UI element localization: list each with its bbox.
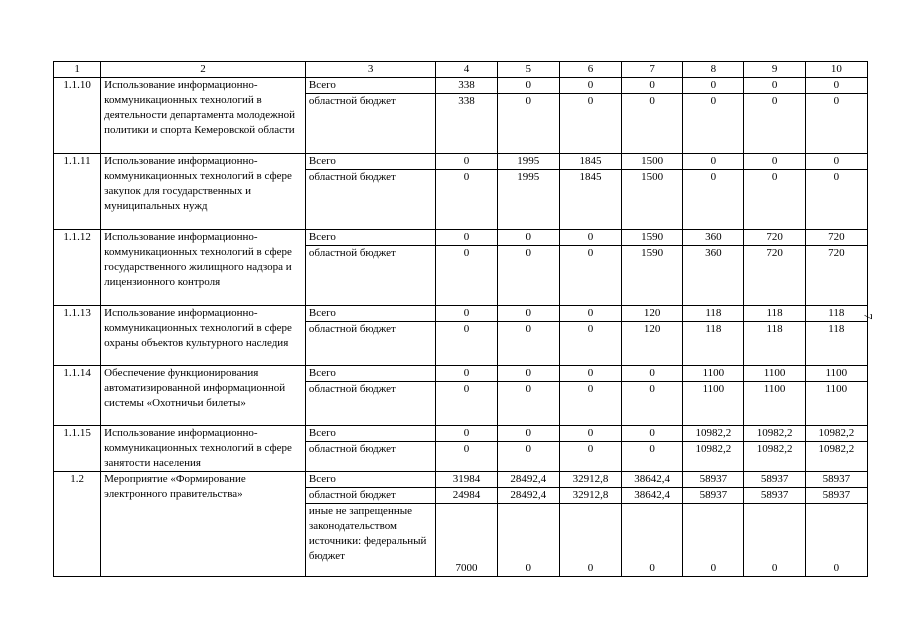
value-cell: 338 xyxy=(436,78,497,94)
value-cell: 1100 xyxy=(744,366,805,382)
value-cell: 1845 xyxy=(559,154,621,170)
value-cell: 0 xyxy=(744,94,805,154)
value-cell: 0 xyxy=(559,246,621,306)
header-cell: 9 xyxy=(744,62,805,78)
row-description: Использование информационно-коммуникационных технологий в сфере занятости населения xyxy=(101,426,306,472)
value-cell: 58937 xyxy=(744,488,805,504)
value-cell: 0 xyxy=(622,442,683,472)
value-cell: 31984 xyxy=(436,472,497,488)
value-cell: 1590 xyxy=(622,230,683,246)
value-cell: 0 xyxy=(497,306,559,322)
value-cell: 0 xyxy=(436,246,497,306)
row-description: Мероприятие «Формирование электронного правительства» xyxy=(101,472,306,577)
funding-source: областной бюджет xyxy=(305,382,435,426)
header-cell: 4 xyxy=(436,62,497,78)
value-cell: 32912,8 xyxy=(559,488,621,504)
value-cell: 1100 xyxy=(805,366,867,382)
value-cell: 0 xyxy=(559,442,621,472)
funding-source: Всего xyxy=(305,78,435,94)
funding-source: иные не запрещенные законодательством источники: федеральный бюджет xyxy=(305,504,435,577)
budget-table xyxy=(53,61,868,577)
value-cell: 0 xyxy=(805,78,867,94)
value-cell: 0 xyxy=(559,322,621,366)
row-number: 1.1.13 xyxy=(54,306,101,366)
row-number: 1.1.15 xyxy=(54,426,101,472)
value-cell: 7000 xyxy=(436,504,497,577)
table-body xyxy=(54,78,868,577)
value-cell: 120 xyxy=(622,322,683,366)
value-cell: 0 xyxy=(497,78,559,94)
value-cell: 0 xyxy=(622,94,683,154)
funding-source: областной бюджет xyxy=(305,170,435,230)
value-cell: 0 xyxy=(744,154,805,170)
value-cell: 38642,4 xyxy=(622,472,683,488)
value-cell: 0 xyxy=(622,504,683,577)
value-cell: 1995 xyxy=(497,170,559,230)
value-cell: 0 xyxy=(559,366,621,382)
value-cell: 58937 xyxy=(683,472,744,488)
table-row xyxy=(54,426,868,442)
value-cell: 38642,4 xyxy=(622,488,683,504)
value-cell: 0 xyxy=(497,230,559,246)
value-cell: 0 xyxy=(436,322,497,366)
header-cell: 6 xyxy=(559,62,621,78)
value-cell: 1100 xyxy=(805,382,867,426)
value-cell: 0 xyxy=(805,170,867,230)
value-cell: 0 xyxy=(436,426,497,442)
value-cell: 0 xyxy=(559,382,621,426)
value-cell: 360 xyxy=(683,246,744,306)
value-cell: 360 xyxy=(683,230,744,246)
funding-source: областной бюджет xyxy=(305,488,435,504)
value-cell: 0 xyxy=(683,94,744,154)
value-cell: 58937 xyxy=(805,472,867,488)
row-description: Использование информационно-коммуникационных технологий в сфере закупок для государственных и муниципальных нужд xyxy=(101,154,306,230)
value-cell: 32912,8 xyxy=(559,472,621,488)
value-cell: 0 xyxy=(497,382,559,426)
value-cell: 118 xyxy=(805,306,867,322)
funding-source: областной бюджет xyxy=(305,322,435,366)
table-row xyxy=(54,472,868,488)
value-cell: 0 xyxy=(497,442,559,472)
value-cell: 1100 xyxy=(683,366,744,382)
row-number: 1.1.10 xyxy=(54,78,101,154)
value-cell: 10982,2 xyxy=(683,442,744,472)
value-cell: 1100 xyxy=(683,382,744,426)
value-cell: 118 xyxy=(805,322,867,366)
value-cell: 0 xyxy=(497,366,559,382)
value-cell: 0 xyxy=(744,78,805,94)
value-cell: 1500 xyxy=(622,170,683,230)
value-cell: 0 xyxy=(559,94,621,154)
funding-source: областной бюджет xyxy=(305,94,435,154)
header-cell: 8 xyxy=(683,62,744,78)
value-cell: 0 xyxy=(559,504,621,577)
value-cell: 0 xyxy=(497,322,559,366)
value-cell: 58937 xyxy=(683,488,744,504)
value-cell: 58937 xyxy=(805,488,867,504)
value-cell: 0 xyxy=(497,246,559,306)
value-cell: 0 xyxy=(622,366,683,382)
funding-source: Всего xyxy=(305,154,435,170)
value-cell: 0 xyxy=(805,504,867,577)
value-cell: 0 xyxy=(436,382,497,426)
value-cell: 0 xyxy=(559,306,621,322)
page-number: 7 xyxy=(861,313,876,320)
value-cell: 10982,2 xyxy=(683,426,744,442)
value-cell: 0 xyxy=(744,504,805,577)
value-cell: 10982,2 xyxy=(744,442,805,472)
value-cell: 0 xyxy=(559,426,621,442)
value-cell: 338 xyxy=(436,94,497,154)
header-cell: 3 xyxy=(305,62,435,78)
value-cell: 1590 xyxy=(622,246,683,306)
value-cell: 118 xyxy=(683,306,744,322)
row-description: Использование информационно-коммуникационных технологий в деятельности департамента молодежной политики и спорта Кемеровской области xyxy=(101,78,306,154)
header-row xyxy=(54,62,868,78)
value-cell: 118 xyxy=(744,306,805,322)
funding-source: Всего xyxy=(305,366,435,382)
value-cell: 0 xyxy=(805,94,867,154)
table-row xyxy=(54,154,868,170)
value-cell: 1845 xyxy=(559,170,621,230)
value-cell: 120 xyxy=(622,306,683,322)
value-cell: 720 xyxy=(744,246,805,306)
funding-source: Всего xyxy=(305,472,435,488)
funding-source: Всего xyxy=(305,426,435,442)
value-cell: 0 xyxy=(622,382,683,426)
row-description: Использование информационно-коммуникационных технологий в сфере государственного жилищного надзора и лицензионного контроля xyxy=(101,230,306,306)
value-cell: 118 xyxy=(683,322,744,366)
header-cell: 5 xyxy=(497,62,559,78)
value-cell: 0 xyxy=(622,78,683,94)
value-cell: 1500 xyxy=(622,154,683,170)
table-row xyxy=(54,306,868,322)
value-cell: 0 xyxy=(683,154,744,170)
value-cell: 1100 xyxy=(744,382,805,426)
funding-source: Всего xyxy=(305,230,435,246)
row-description: Использование информационно-коммуникационных технологий в сфере охраны объектов культурного наследия xyxy=(101,306,306,366)
value-cell: 0 xyxy=(559,230,621,246)
value-cell: 0 xyxy=(497,426,559,442)
header-cell: 2 xyxy=(101,62,306,78)
header-cell: 1 xyxy=(54,62,101,78)
value-cell: 24984 xyxy=(436,488,497,504)
row-number: 1.2 xyxy=(54,472,101,577)
row-number: 1.1.12 xyxy=(54,230,101,306)
table-row xyxy=(54,78,868,94)
table-row xyxy=(54,366,868,382)
funding-source: областной бюджет xyxy=(305,246,435,306)
row-number: 1.1.14 xyxy=(54,366,101,426)
value-cell: 0 xyxy=(436,170,497,230)
value-cell: 0 xyxy=(622,426,683,442)
value-cell: 0 xyxy=(559,78,621,94)
value-cell: 0 xyxy=(436,154,497,170)
value-cell: 0 xyxy=(683,78,744,94)
value-cell: 58937 xyxy=(744,472,805,488)
value-cell: 0 xyxy=(805,154,867,170)
value-cell: 0 xyxy=(683,504,744,577)
value-cell: 28492,4 xyxy=(497,472,559,488)
table-row xyxy=(54,230,868,246)
funding-source: областной бюджет xyxy=(305,442,435,472)
value-cell: 28492,4 xyxy=(497,488,559,504)
value-cell: 720 xyxy=(805,246,867,306)
value-cell: 0 xyxy=(497,504,559,577)
value-cell: 0 xyxy=(497,94,559,154)
funding-source: Всего xyxy=(305,306,435,322)
value-cell: 0 xyxy=(683,170,744,230)
value-cell: 10982,2 xyxy=(805,426,867,442)
header-cell: 7 xyxy=(622,62,683,78)
value-cell: 0 xyxy=(436,366,497,382)
row-description: Обеспечение функционирования автоматизированной информационной системы «Охотничьи билеты» xyxy=(101,366,306,426)
value-cell: 118 xyxy=(744,322,805,366)
value-cell: 0 xyxy=(436,306,497,322)
value-cell: 720 xyxy=(744,230,805,246)
value-cell: 0 xyxy=(744,170,805,230)
row-number: 1.1.11 xyxy=(54,154,101,230)
value-cell: 1995 xyxy=(497,154,559,170)
value-cell: 0 xyxy=(436,442,497,472)
value-cell: 10982,2 xyxy=(805,442,867,472)
header-cell: 10 xyxy=(805,62,867,78)
value-cell: 10982,2 xyxy=(744,426,805,442)
value-cell: 0 xyxy=(436,230,497,246)
value-cell: 720 xyxy=(805,230,867,246)
